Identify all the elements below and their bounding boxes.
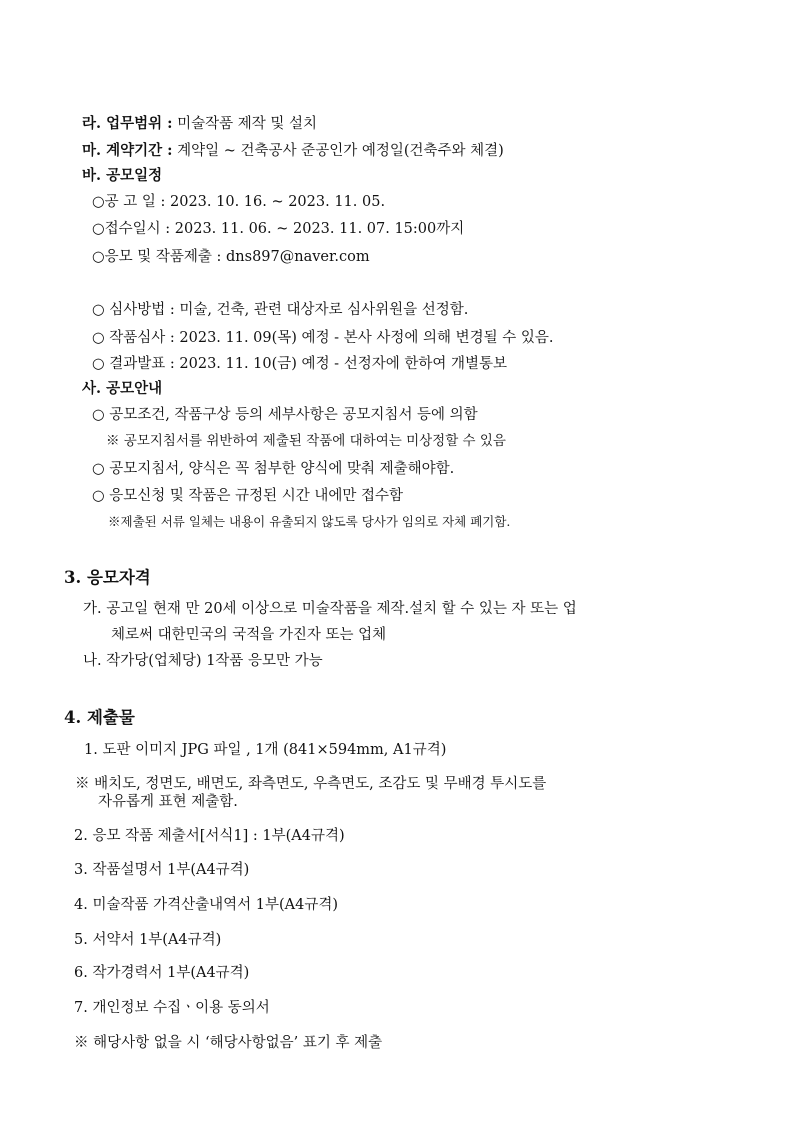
schedule-item: ○ 작품심사 : 2023. 11. 09(목) 예정 - 본사 사정에 의해 변경될 수 있음.: [92, 330, 554, 346]
eligibility-heading: 3. 응모자격: [64, 568, 151, 587]
submission-item: 6. 작가경력서 1부(A4규격): [74, 965, 250, 981]
submission-item: 2. 응모 작품 제출서[서식1] : 1부(A4규격): [74, 828, 345, 844]
submission-note-continued: 자유롭게 표현 제출함.: [98, 794, 238, 810]
schedule-item: ○공 고 일 : 2023. 10. 16. ~ 2023. 11. 05.: [92, 194, 386, 210]
guide-item: ○ 공모조건, 작품구상 등의 세부사항은 공모지침서 등에 의함: [92, 407, 478, 423]
schedule-item: ○ 심사방법 : 미술, 건축, 관련 대상자로 심사위원을 선정함.: [92, 302, 469, 318]
submission-note: ※ 해당사항 없을 시 ‘해당사항없음’ 표기 후 제출: [74, 1035, 383, 1051]
eligibility-item: 나. 작가당(업체당) 1작품 응모만 가능: [83, 653, 323, 669]
submission-item: 5. 서약서 1부(A4규격): [74, 932, 222, 948]
schedule-item: ○접수일시 : 2023. 11. 06. ~ 2023. 11. 07. 15:00까지: [92, 221, 465, 237]
eligibility-item-continued: 체로써 대한민국의 국적을 가진자 또는 업체: [111, 627, 387, 643]
scope-line: [82, 114, 317, 134]
contract-period-text: 계약일 ~ 건축공사 준공인가 예정일(건축주와 체결): [177, 143, 504, 159]
submission-heading: 4. 제출물: [64, 708, 135, 727]
eligibility-item: 가. 공고일 현재 만 20세 이상으로 미술작품을 제작.설치 할 수 있는 자 또는 업: [83, 601, 577, 617]
contract-period-label: 마. 계약기간 :: [82, 142, 173, 159]
guide-item: ○ 공모지침서, 양식은 꼭 첨부한 양식에 맞춰 제출해야함.: [92, 461, 455, 477]
scope-text: 미술작품 제작 및 설치: [177, 116, 318, 132]
guide-note: ※ 공모지침서를 위반하여 제출된 작품에 대하여는 미상정할 수 있음: [106, 433, 506, 449]
submission-item: 1. 도판 이미지 JPG 파일 , 1개 (841×594mm, A1규격): [84, 742, 447, 758]
submission-note: ※ 배치도, 정면도, 배면도, 좌측면도, 우측면도, 조감도 및 무배경 투시도를: [75, 776, 547, 792]
schedule-item: ○응모 및 작품제출 : dns897@naver.com: [92, 249, 370, 265]
scope-label: 라. 업무범위 :: [82, 115, 173, 132]
submission-item: 7. 개인정보 수집ㆍ이용 동의서: [74, 1000, 270, 1016]
guide-note: ※제출된 서류 일체는 내용이 유출되지 않도록 당사가 임의로 자체 폐기함.: [108, 514, 511, 529]
schedule-item: ○ 결과발표 : 2023. 11. 10(금) 예정 - 선정자에 한하여 개별통보: [92, 356, 507, 372]
submission-item: 3. 작품설명서 1부(A4규격): [74, 862, 250, 878]
schedule-heading: 바. 공모일정: [82, 167, 163, 184]
contract-period-line: [82, 141, 504, 161]
guide-heading: 사. 공모안내: [82, 380, 163, 397]
guide-item: ○ 응모신청 및 작품은 규정된 시간 내에만 접수함: [92, 488, 404, 504]
submission-item: 4. 미술작품 가격산출내역서 1부(A4규격): [74, 897, 338, 913]
